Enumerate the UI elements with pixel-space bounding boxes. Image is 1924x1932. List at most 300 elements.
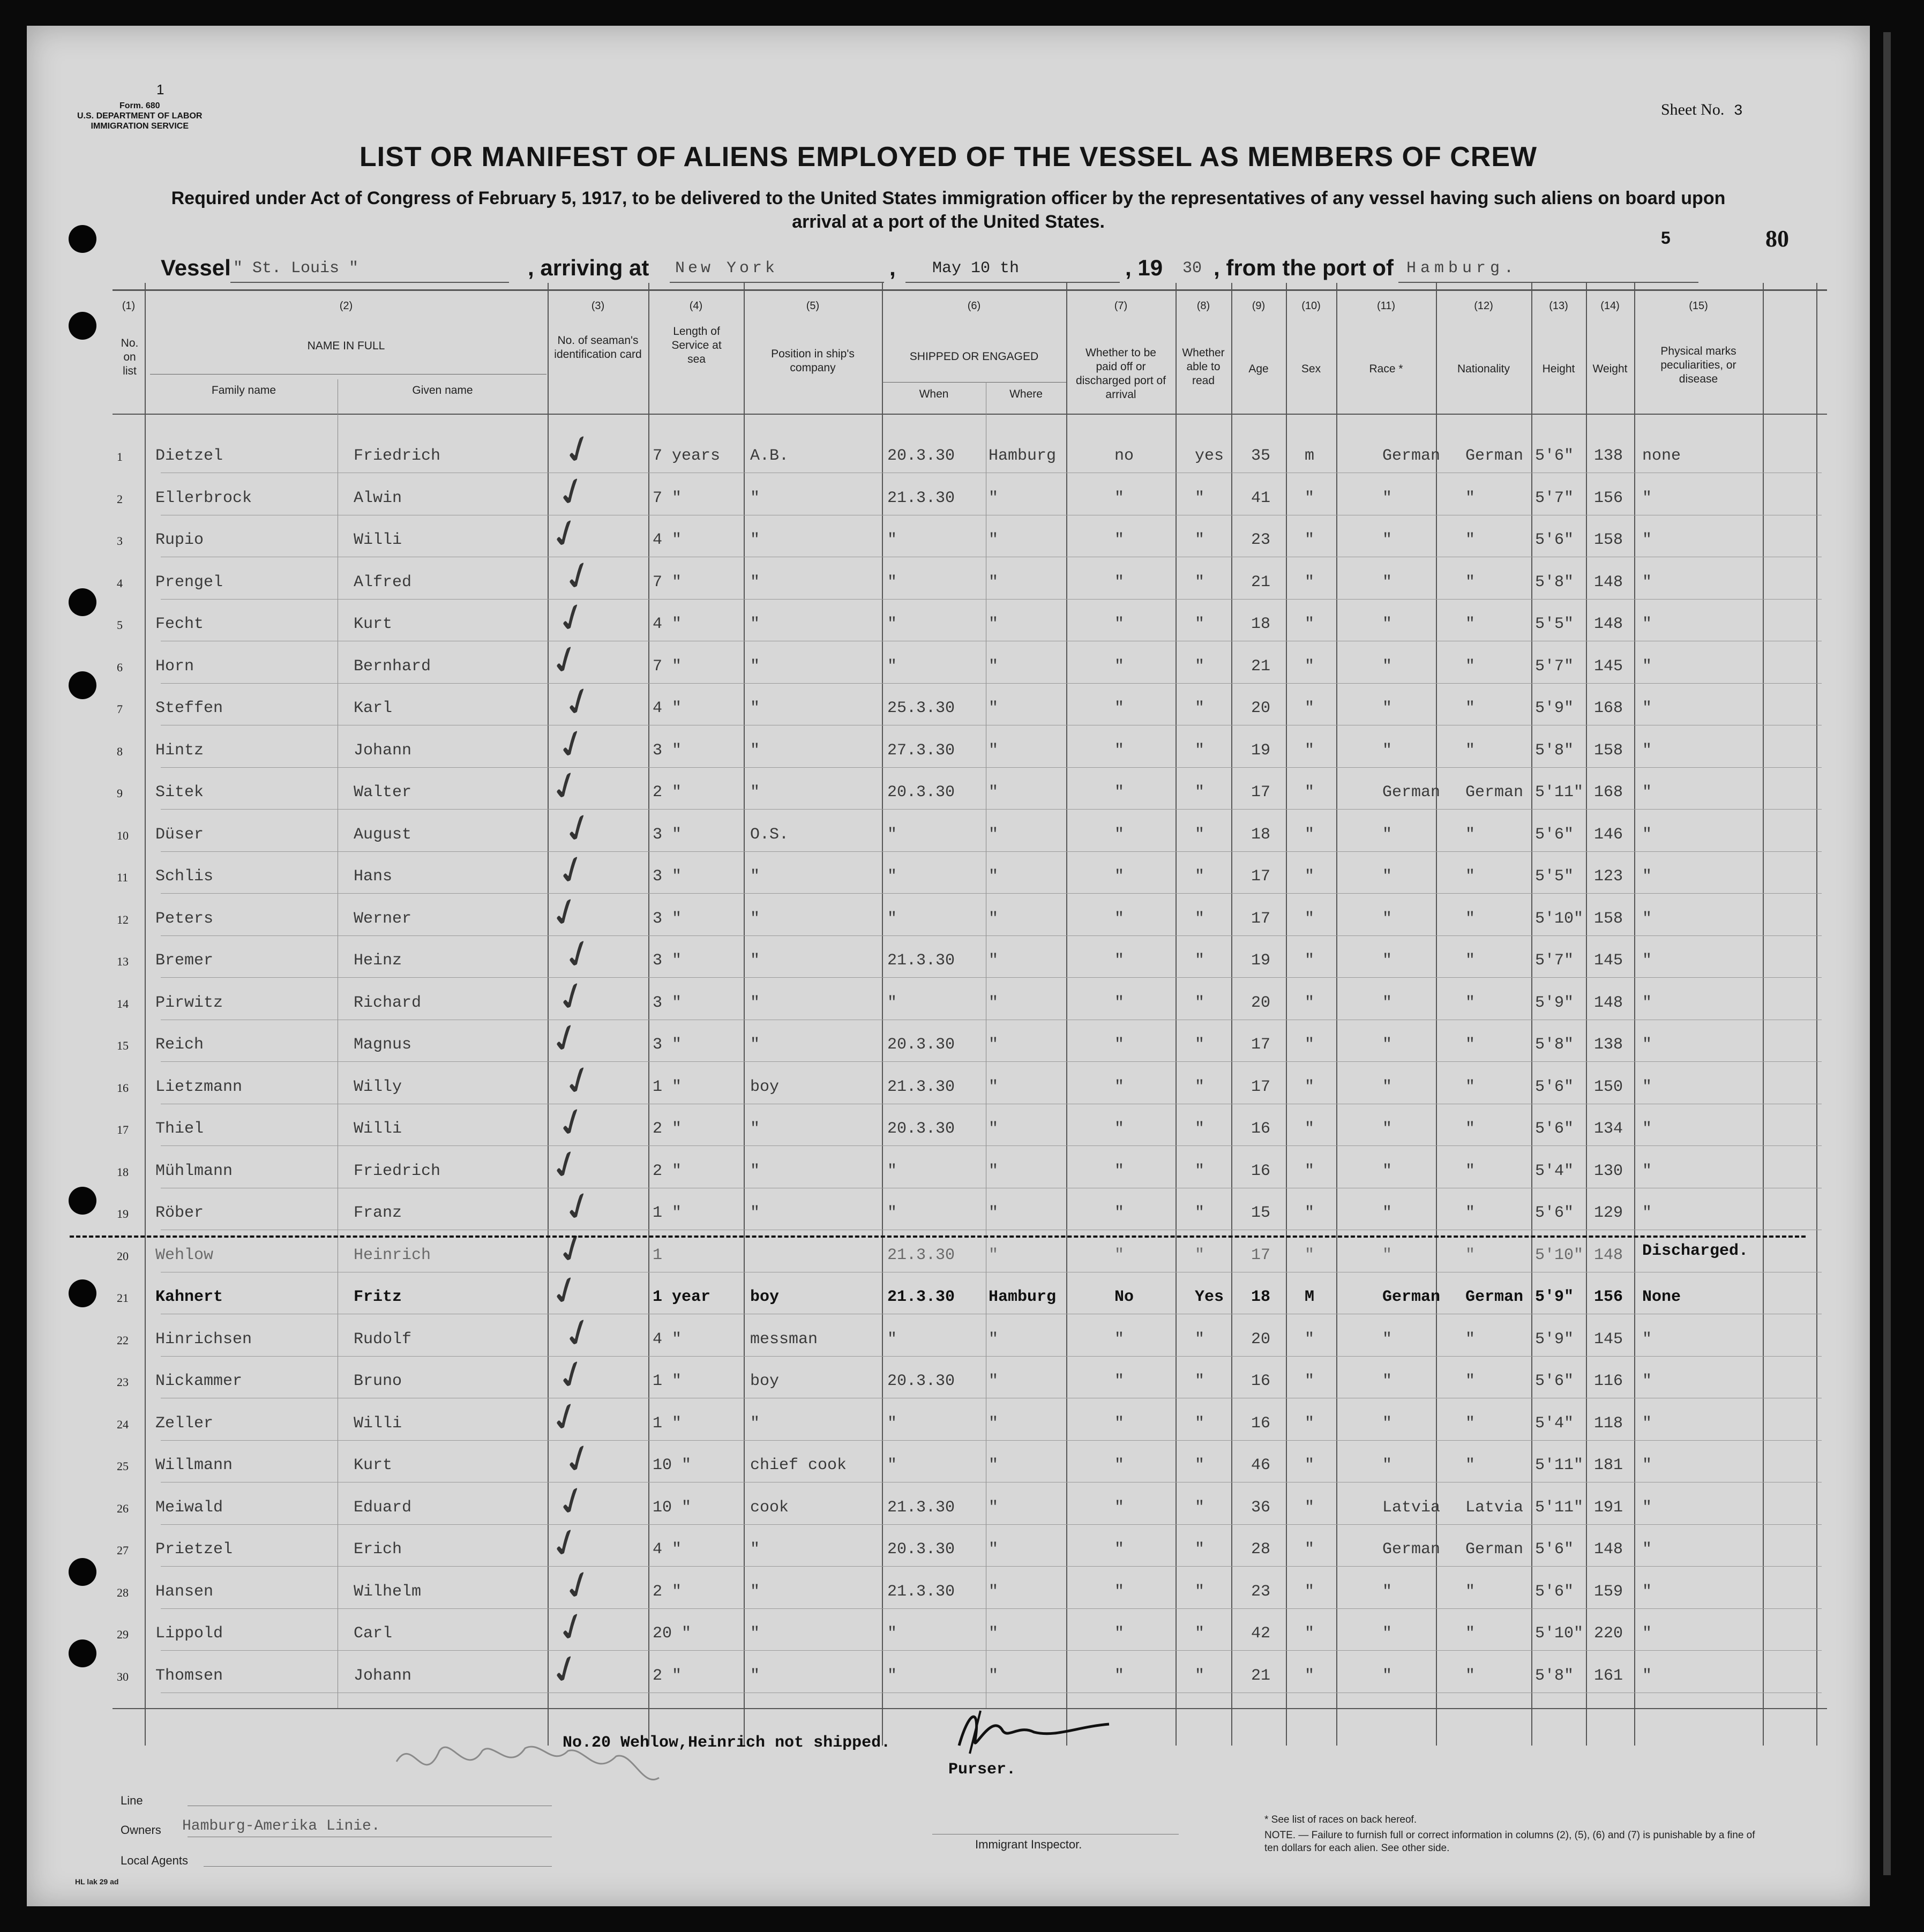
column-number-10: (10) xyxy=(1301,300,1321,312)
cell-service: 2 " xyxy=(653,783,682,802)
column-divider xyxy=(1231,283,1232,1746)
cell-paid: " xyxy=(1114,1624,1125,1643)
column-number-6: (6) xyxy=(967,300,981,312)
cell-height: 5'6" xyxy=(1535,825,1574,844)
cell-race: Latvia xyxy=(1382,1498,1441,1517)
page-mark: 1 xyxy=(156,81,164,98)
cell-marks: " xyxy=(1642,783,1652,802)
year-prefix: , 19 xyxy=(1125,255,1163,280)
cell-height: 5'7" xyxy=(1535,489,1574,507)
cell-read: " xyxy=(1195,909,1205,928)
cell-family: Sitek xyxy=(155,783,204,802)
row-number: 1 xyxy=(117,450,123,463)
cell-weight: 161 xyxy=(1594,1666,1623,1685)
cell-paid: " xyxy=(1114,1077,1125,1096)
manifest-sheet xyxy=(27,26,1870,1906)
cell-nationality: " xyxy=(1465,1036,1476,1054)
row-rule xyxy=(161,977,1822,978)
checkmark-icon: ✓ xyxy=(556,928,601,980)
row-number: 14 xyxy=(117,997,129,1010)
cell-where: " xyxy=(989,1624,999,1643)
cell-when: 20.3.30 xyxy=(887,1372,955,1390)
row-number: 19 xyxy=(117,1207,129,1220)
checkmark-icon: ✓ xyxy=(543,760,588,812)
cell-paid: " xyxy=(1114,573,1125,591)
cell-paid: " xyxy=(1114,531,1125,549)
cell-read: " xyxy=(1195,952,1205,970)
cell-read: " xyxy=(1195,1204,1205,1222)
cell-when: " xyxy=(887,1330,897,1349)
cell-read: " xyxy=(1195,741,1205,760)
column-number-11: (11) xyxy=(1376,300,1396,312)
cell-service: 4 " xyxy=(653,1330,682,1349)
cell-family: Steffen xyxy=(155,699,223,717)
cell-given: Walter xyxy=(354,783,412,802)
strike-through-line xyxy=(70,1235,1806,1238)
column-number-7: (7) xyxy=(1114,300,1128,312)
cell-paid: " xyxy=(1114,741,1125,760)
cell-where: " xyxy=(989,699,999,717)
cell-nationality: " xyxy=(1465,952,1476,970)
row-number: 21 xyxy=(117,1291,129,1305)
from-label: , from the port of xyxy=(1214,255,1394,280)
vessel-name: " St. Louis " xyxy=(233,259,359,278)
cell-paid: " xyxy=(1114,909,1125,928)
cell-nationality: " xyxy=(1465,1624,1476,1643)
cell-marks: Discharged. xyxy=(1642,1241,1749,1260)
cell-age: 42 xyxy=(1251,1624,1271,1643)
cell-given: Friedrich xyxy=(354,1162,441,1180)
row-number: 18 xyxy=(117,1165,129,1179)
local-agents-label: Local Agents xyxy=(121,1854,188,1867)
cell-race: German xyxy=(1382,447,1441,465)
cell-service: 1 " xyxy=(653,1204,682,1222)
cell-nationality: " xyxy=(1465,1204,1476,1222)
cell-where: " xyxy=(989,489,999,507)
cell-position: boy xyxy=(750,1077,780,1096)
row-number: 20 xyxy=(117,1249,129,1263)
column-divider xyxy=(1336,283,1337,1746)
column-number-12: (12) xyxy=(1474,300,1493,312)
row-rule xyxy=(161,851,1822,852)
cell-when: " xyxy=(887,1624,897,1643)
cell-age: 17 xyxy=(1251,1036,1271,1054)
cell-position: " xyxy=(750,1036,760,1054)
cell-age: 17 xyxy=(1251,909,1271,928)
cell-where: " xyxy=(989,783,999,802)
cell-age: 16 xyxy=(1251,1120,1271,1138)
cell-height: 5'6" xyxy=(1535,1372,1574,1390)
cell-race: " xyxy=(1382,1077,1393,1096)
cell-service: 2 " xyxy=(653,1666,682,1685)
row-number: 6 xyxy=(117,660,123,674)
cell-age: 20 xyxy=(1251,699,1271,717)
checkmark-icon: ✓ xyxy=(549,717,594,770)
cell-nationality: " xyxy=(1465,993,1476,1012)
vessel-underline xyxy=(230,282,509,283)
column-header-weight: Weight xyxy=(1592,363,1628,375)
cell-service: 7 " xyxy=(653,489,682,507)
cell-family: Kahnert xyxy=(155,1288,223,1306)
column-number-13: (13) xyxy=(1549,300,1568,312)
row-rule xyxy=(161,809,1822,810)
cell-when: 25.3.30 xyxy=(887,699,955,717)
cell-weight: 158 xyxy=(1594,531,1623,549)
cell-where: " xyxy=(989,1077,999,1096)
cell-race: " xyxy=(1382,909,1393,928)
cell-family: Fecht xyxy=(155,615,204,633)
cell-service: 3 " xyxy=(653,825,682,844)
cell-where: " xyxy=(989,531,999,549)
cell-given: Johann xyxy=(354,1666,412,1685)
cell-service: 10 " xyxy=(653,1456,692,1474)
cell-read: " xyxy=(1195,615,1205,633)
cell-position: " xyxy=(750,1582,760,1601)
cell-where: " xyxy=(989,1120,999,1138)
cell-marks: " xyxy=(1642,1036,1652,1054)
cell-marks: " xyxy=(1642,1498,1652,1517)
cell-age: 18 xyxy=(1251,1288,1271,1306)
department-name: U.S. DEPARTMENT OF LABOR xyxy=(77,111,203,121)
from-underline xyxy=(1398,282,1698,283)
cell-where: " xyxy=(989,1498,999,1517)
cell-nationality: " xyxy=(1465,1120,1476,1138)
cell-where: " xyxy=(989,825,999,844)
row-rule xyxy=(161,1145,1822,1146)
cell-nationality: " xyxy=(1465,573,1476,591)
column-divider xyxy=(1816,283,1817,1746)
row-number: 8 xyxy=(117,744,123,758)
cell-paid: no xyxy=(1114,447,1134,465)
cell-race: " xyxy=(1382,1372,1393,1390)
cell-marks: " xyxy=(1642,909,1652,928)
cell-sex: " xyxy=(1305,1036,1315,1054)
cell-weight: 118 xyxy=(1594,1414,1623,1433)
cell-read: " xyxy=(1195,1666,1205,1685)
punch-hole xyxy=(69,225,96,253)
cell-family: Thiel xyxy=(155,1120,204,1138)
cell-marks: " xyxy=(1642,489,1652,507)
cell-sex: " xyxy=(1305,952,1315,970)
cell-nationality: " xyxy=(1465,909,1476,928)
vessel-label: Vessel xyxy=(161,255,231,280)
column-divider xyxy=(1176,283,1177,1746)
cell-service: 20 " xyxy=(653,1624,692,1643)
cell-age: 21 xyxy=(1251,573,1271,591)
cell-weight: 138 xyxy=(1594,447,1623,465)
cell-sex: " xyxy=(1305,1456,1315,1474)
cell-position: " xyxy=(750,699,760,717)
fine-note: NOTE. — Failure to furnish full or correct information in columns (2), (5), (6) and (7) is punishable by a fine of ten dollars for each alien. See other side. xyxy=(1264,1830,1755,1854)
column-number-5: (5) xyxy=(806,300,820,312)
cell-sex: " xyxy=(1305,783,1315,802)
name-subdivider xyxy=(150,374,546,375)
cell-paid: " xyxy=(1114,1456,1125,1474)
cell-sex: " xyxy=(1305,825,1315,844)
header-bottom-rule xyxy=(113,414,1827,415)
cell-read: " xyxy=(1195,867,1205,886)
cell-read: yes xyxy=(1195,447,1224,465)
year-suffix: 30 xyxy=(1182,259,1202,278)
cell-weight: 123 xyxy=(1594,867,1623,886)
cell-paid: " xyxy=(1114,1246,1125,1264)
cell-height: 5'6" xyxy=(1535,1540,1574,1559)
cell-paid: " xyxy=(1114,1372,1125,1390)
column-divider xyxy=(1634,283,1635,1746)
cell-age: 19 xyxy=(1251,952,1271,970)
cell-service: 4 " xyxy=(653,699,682,717)
cell-marks: " xyxy=(1642,657,1652,676)
cell-paid: " xyxy=(1114,1414,1125,1433)
cell-age: 36 xyxy=(1251,1498,1271,1517)
cell-marks: " xyxy=(1642,1540,1652,1559)
cell-when: 21.3.30 xyxy=(887,1498,955,1517)
column-header-race: Race * xyxy=(1369,363,1403,375)
cell-weight: 156 xyxy=(1594,489,1623,507)
column-header-where: Where xyxy=(1009,388,1043,400)
sheet-value: 3 xyxy=(1733,103,1743,119)
cell-sex: " xyxy=(1305,657,1315,676)
checkmark-icon: ✓ xyxy=(543,1012,588,1065)
cell-paid: " xyxy=(1114,1582,1125,1601)
row-number: 12 xyxy=(117,912,129,926)
cell-position: " xyxy=(750,1120,760,1138)
cell-given: Werner xyxy=(354,909,412,928)
cell-height: 5'9" xyxy=(1535,699,1574,717)
cell-when: 20.3.30 xyxy=(887,447,955,465)
cell-sex: " xyxy=(1305,1624,1315,1643)
cell-race: " xyxy=(1382,1204,1393,1222)
cell-position: " xyxy=(750,1414,760,1433)
cell-nationality: German xyxy=(1465,783,1524,802)
cell-sex: " xyxy=(1305,699,1315,717)
cell-race: " xyxy=(1382,1120,1393,1138)
cell-paid: " xyxy=(1114,867,1125,886)
cell-when: " xyxy=(887,1414,897,1433)
column-header-height: Height xyxy=(1542,363,1575,375)
cell-where: " xyxy=(989,741,999,760)
cell-when: 21.3.30 xyxy=(887,1288,955,1306)
cell-height: 5'6" xyxy=(1535,1120,1574,1138)
cell-nationality: " xyxy=(1465,1330,1476,1349)
checkmark-icon: ✓ xyxy=(556,423,601,476)
cell-given: Eduard xyxy=(354,1498,412,1517)
cell-weight: 145 xyxy=(1594,657,1623,676)
column-number-1: (1) xyxy=(122,300,136,312)
cell-read: " xyxy=(1195,1246,1205,1264)
cell-where: Hamburg xyxy=(989,1288,1057,1306)
cell-weight: 220 xyxy=(1594,1624,1623,1643)
cell-paid: " xyxy=(1114,1498,1125,1517)
cell-height: 5'9" xyxy=(1535,1330,1574,1349)
departure-port: Hamburg. xyxy=(1406,259,1518,278)
cell-paid: " xyxy=(1114,1162,1125,1180)
cell-nationality: " xyxy=(1465,1456,1476,1474)
cell-sex: " xyxy=(1305,1077,1315,1096)
cell-marks: " xyxy=(1642,1330,1652,1349)
cell-weight: 148 xyxy=(1594,573,1623,591)
cell-weight: 148 xyxy=(1594,1540,1623,1559)
cell-position: " xyxy=(750,489,760,507)
cell-when: " xyxy=(887,867,897,886)
cell-service: 10 " xyxy=(653,1498,692,1517)
cell-position: " xyxy=(750,783,760,802)
row-number: 13 xyxy=(117,955,129,968)
checkmark-icon: ✓ xyxy=(549,970,594,1023)
cell-service: 7 " xyxy=(653,573,682,591)
checkmark-icon: ✓ xyxy=(556,1433,601,1485)
cell-paid: " xyxy=(1114,1666,1125,1685)
cell-weight: 156 xyxy=(1594,1288,1623,1306)
date-underline xyxy=(905,282,1120,283)
cell-nationality: " xyxy=(1465,699,1476,717)
cell-where: " xyxy=(989,867,999,886)
row-number: 7 xyxy=(117,702,123,716)
cell-when: 20.3.30 xyxy=(887,783,955,802)
column-number-14: (14) xyxy=(1600,300,1620,312)
form-number: Form. 680 xyxy=(119,101,160,110)
cell-race: " xyxy=(1382,699,1393,717)
cell-given: Kurt xyxy=(354,615,393,633)
cell-sex: " xyxy=(1305,1204,1315,1222)
cell-family: Peters xyxy=(155,909,214,928)
row-rule xyxy=(161,1356,1822,1357)
cell-height: 5'6" xyxy=(1535,447,1574,465)
checkmark-icon: ✓ xyxy=(556,676,601,728)
cell-read: " xyxy=(1195,699,1205,717)
cell-service: 3 " xyxy=(653,1036,682,1054)
cell-given: Willi xyxy=(354,1120,402,1138)
form-identifier xyxy=(77,81,203,131)
cell-marks: " xyxy=(1642,1456,1652,1474)
cell-when: " xyxy=(887,993,897,1012)
column-divider xyxy=(1531,283,1532,1746)
cell-race: " xyxy=(1382,1456,1393,1474)
cell-age: 35 xyxy=(1251,447,1271,465)
cell-when: 27.3.30 xyxy=(887,741,955,760)
checkmark-icon: ✓ xyxy=(556,549,601,602)
cell-position: " xyxy=(750,909,760,928)
shipped-subdivider xyxy=(882,382,1066,383)
cell-given: Heinrich xyxy=(354,1246,431,1264)
sheet-label: Sheet No. xyxy=(1661,101,1725,118)
cell-given: Wilhelm xyxy=(354,1582,422,1601)
cell-family: Mühlmann xyxy=(155,1162,233,1180)
cell-given: Bruno xyxy=(354,1372,402,1390)
cell-service: 2 " xyxy=(653,1120,682,1138)
cell-service: 1 " xyxy=(653,1414,682,1433)
arriving-label: , arriving at xyxy=(528,255,649,280)
cell-position: boy xyxy=(750,1288,780,1306)
cell-marks: " xyxy=(1642,573,1652,591)
cell-family: Lietzmann xyxy=(155,1077,243,1096)
cell-age: 17 xyxy=(1251,1246,1271,1264)
cell-marks: " xyxy=(1642,1120,1652,1138)
cell-sex: " xyxy=(1305,1120,1315,1138)
cell-paid: " xyxy=(1114,952,1125,970)
cell-service: 4 " xyxy=(653,531,682,549)
cell-age: 17 xyxy=(1251,783,1271,802)
cell-marks: " xyxy=(1642,741,1652,760)
cell-nationality: " xyxy=(1465,1162,1476,1180)
scan-edge-strip xyxy=(1883,32,1891,1875)
cell-marks: " xyxy=(1642,825,1652,844)
immigrant-inspector-label: Immigrant Inspector. xyxy=(975,1838,1082,1851)
cell-nationality: " xyxy=(1465,825,1476,844)
owners-value: Hamburg-Amerika Linie. xyxy=(182,1818,380,1834)
row-rule xyxy=(161,767,1822,768)
cell-paid: No xyxy=(1114,1288,1134,1306)
cell-height: 5'10" xyxy=(1535,1246,1584,1264)
row-rule xyxy=(161,683,1822,684)
cell-where: " xyxy=(989,657,999,676)
column-number-4: (4) xyxy=(689,300,703,312)
cell-read: " xyxy=(1195,993,1205,1012)
cell-paid: " xyxy=(1114,1036,1125,1054)
page-subtitle: Required under Act of Congress of February 5, 1917, to be delivered to the United States immigration officer by the representatives of any vessel having such aliens on board upon arrival at a port of the United States. xyxy=(171,188,1726,232)
cell-paid: " xyxy=(1114,1204,1125,1222)
column-divider xyxy=(1436,283,1437,1746)
cell-age: 46 xyxy=(1251,1456,1271,1474)
cell-when: " xyxy=(887,1162,897,1180)
cell-age: 21 xyxy=(1251,1666,1271,1685)
cell-height: 5'11" xyxy=(1535,1456,1584,1474)
cell-marks: none xyxy=(1642,447,1681,465)
cell-nationality: " xyxy=(1465,1666,1476,1685)
cell-where: " xyxy=(989,1414,999,1433)
cell-sex: " xyxy=(1305,1372,1315,1390)
row-rule xyxy=(161,1608,1822,1609)
cell-given: Erich xyxy=(354,1540,402,1559)
cell-given: Carl xyxy=(354,1624,393,1643)
cell-height: 5'4" xyxy=(1535,1162,1574,1180)
cell-service: 3 " xyxy=(653,952,682,970)
cell-marks: " xyxy=(1642,993,1652,1012)
cell-height: 5'9" xyxy=(1535,1288,1574,1306)
cell-read: " xyxy=(1195,1162,1205,1180)
cell-height: 5'11" xyxy=(1535,783,1584,802)
row-number: 30 xyxy=(117,1669,129,1683)
cell-age: 28 xyxy=(1251,1540,1271,1559)
column-divider xyxy=(1286,283,1287,1746)
row-number: 17 xyxy=(117,1123,129,1136)
punch-hole xyxy=(69,312,96,340)
cell-weight: 150 xyxy=(1594,1077,1623,1096)
column-divider xyxy=(1586,283,1587,1746)
cell-given: Rudolf xyxy=(354,1330,412,1349)
cell-age: 16 xyxy=(1251,1162,1271,1180)
cell-age: 20 xyxy=(1251,1330,1271,1349)
cell-race: " xyxy=(1382,573,1393,591)
punch-hole xyxy=(69,671,96,699)
cell-when: 21.3.30 xyxy=(887,1582,955,1601)
cell-when: 20.3.30 xyxy=(887,1120,955,1138)
bottom-code: HL lak 29 ad xyxy=(75,1877,119,1886)
cell-when: 21.3.30 xyxy=(887,1246,955,1264)
cell-family: Düser xyxy=(155,825,204,844)
column-divider xyxy=(648,283,649,1746)
cell-position: cook xyxy=(750,1498,789,1517)
cell-position: " xyxy=(750,741,760,760)
cell-where: " xyxy=(989,1456,999,1474)
cell-position: " xyxy=(750,1624,760,1643)
not-shipped-note: No.20 Wehlow,Heinrich not shipped. xyxy=(563,1734,891,1752)
checkmark-icon: ✓ xyxy=(556,1306,601,1359)
cell-service: 4 " xyxy=(653,615,682,633)
cell-age: 17 xyxy=(1251,867,1271,886)
column-divider xyxy=(145,283,146,1746)
punch-hole xyxy=(69,1639,96,1667)
